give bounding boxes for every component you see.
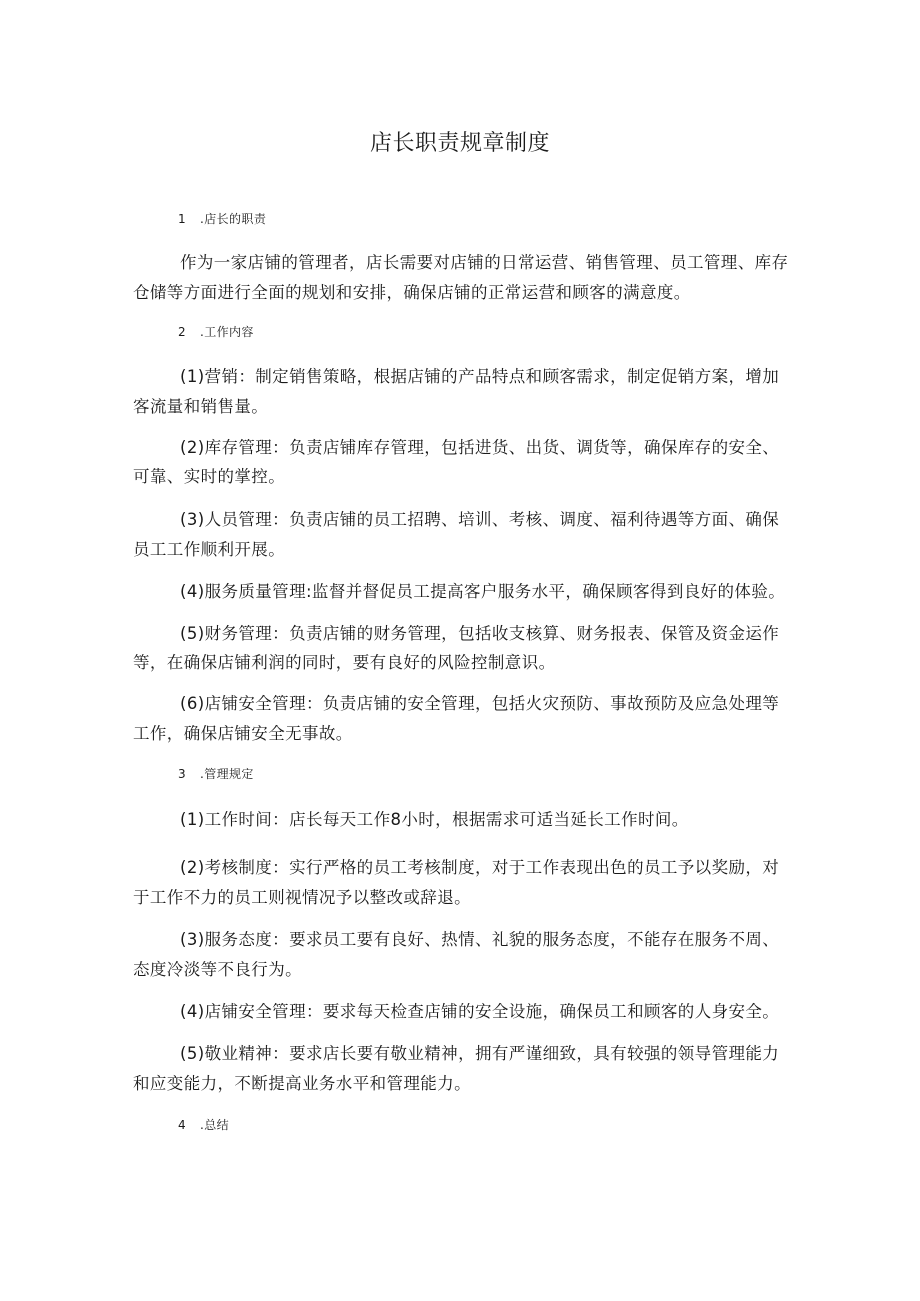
document-title: 店长职责规章制度 [369,131,550,156]
section-number: 1 [178,212,187,226]
list-item-line: (1)营销：制定销售策略，根据店铺的产品特点和顾客需求，制定促销方案，增加 [180,367,780,386]
list-item-line: 可靠、实时的掌控。 [133,467,286,486]
list-item-line: (2)考核制度：实行严格的员工考核制度，对于工作表现出色的员工予以奖励，对 [180,858,780,877]
list-item-line: (5)敬业精神：要求店长要有敬业精神，拥有严谨细致，具有较强的领导管理能力 [180,1044,780,1063]
section-heading-3 [178,764,838,785]
list-item-line: 于工作不力的员工则视情况予以整改或辞退。 [133,888,471,907]
section-number: 3 [178,767,187,781]
section-heading-4 [178,1115,838,1136]
section-heading-1 [178,209,838,230]
list-item-line: 态度冷淡等不良行为。 [133,960,302,979]
paragraph-line: 仓储等方面进行全面的规划和安排，确保店铺的正常运营和顾客的满意度。 [133,283,691,302]
paragraph-line: 作为一家店铺的管理者，店长需要对店铺的日常运营、销售管理、员工管理、库存 [180,253,789,272]
section-number: 2 [178,325,187,339]
list-item-line: (3)服务态度：要求员工要有良好、热情、礼貌的服务态度，不能存在服务不周、 [180,930,780,949]
list-item-line: 客流量和销售量。 [133,397,269,416]
list-item-line: (4)店铺安全管理：要求每天检查店铺的安全设施，确保员工和顾客的人身安全。 [180,1002,780,1021]
section-heading-2 [178,322,838,343]
list-item-line: (1)工作时间：店长每天工作8小时，根据需求可适当延长工作时间。 [180,810,689,829]
list-item-line: (2)库存管理：负责店铺库存管理，包括进货、出货、调货等，确保库存的安全、 [180,438,780,457]
section-heading-text: .工作内容 [200,325,254,339]
section-number: 4 [178,1118,187,1132]
list-item-line: (6)店铺安全管理：负责店铺的安全管理，包括火灾预防、事故预防及应急处理等 [180,694,780,713]
list-item-line: (3)人员管理：负责店铺的员工招聘、培训、考核、调度、福利待遇等方面、确保 [180,510,780,529]
list-item-line: 员工工作顺利开展。 [133,540,286,559]
list-item-line: 和应变能力，不断提高业务水平和管理能力。 [133,1074,471,1093]
list-item-line: (4)服务质量管理:监督并督促员工提高客户服务水平，确保顾客得到良好的体验。 [180,582,786,601]
list-item-line: 工作，确保店铺安全无事故。 [133,724,353,743]
list-item-line: (5)财务管理：负责店铺的财务管理，包括收支核算、财务报表、保管及资金运作 [180,624,780,643]
section-heading-text: .店长的职责 [200,212,267,226]
list-item-line: 等，在确保店铺利润的同时，要有良好的风险控制意识。 [133,653,556,672]
section-heading-text: .管理规定 [200,767,254,781]
section-heading-text: .总结 [200,1118,230,1132]
